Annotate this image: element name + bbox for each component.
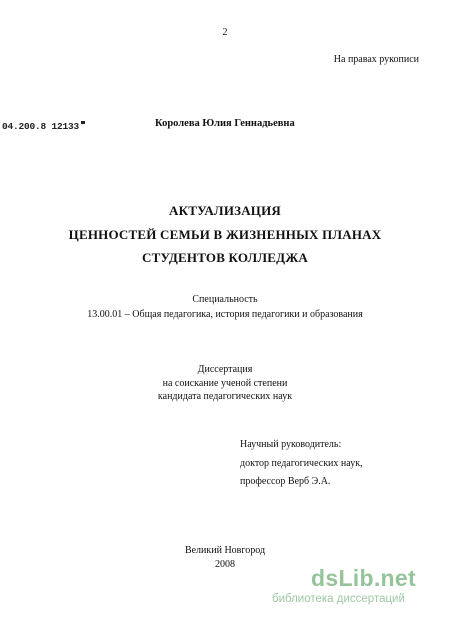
supervisor-heading: Научный руководитель: xyxy=(240,439,342,450)
title-line-2: ЦЕННОСТЕЙ СЕМЬИ В ЖИЗНЕННЫХ ПЛАНАХ xyxy=(68,227,382,242)
stamp-code: 04.200.8 12133 xyxy=(2,121,80,132)
watermark-logo[interactable]: dsLib.net xyxy=(311,565,416,591)
dissertation-degree-line-1: на соискание ученой степени xyxy=(162,378,288,389)
author-name: Королева Юлия Геннадьевна xyxy=(155,118,295,129)
title-line-3: СТУДЕНТОВ КОЛЛЕДЖА xyxy=(142,250,308,265)
stamp-mark xyxy=(81,121,85,124)
page-number: 2 xyxy=(222,27,228,38)
year: 2008 xyxy=(215,559,235,570)
library-stamp xyxy=(2,121,85,132)
place: Великий Новгород xyxy=(184,545,266,556)
specialty-text: 13.00.01 – Общая педагогика, история педагогики и образования xyxy=(87,309,363,320)
watermark-subtitle: библиотека диссертаций xyxy=(272,593,405,605)
dissertation-heading: Диссертация xyxy=(197,364,253,375)
rights-note: На правах рукописи xyxy=(333,54,419,65)
specialty-heading: Специальность xyxy=(192,294,258,305)
supervisor-name: профессор Верб Э.А. xyxy=(240,476,331,487)
dissertation-degree-line-2: кандидата педагогических наук xyxy=(157,391,293,402)
supervisor-degree: доктор педагогических наук, xyxy=(240,458,363,469)
title-line-1: АКТУАЛИЗАЦИЯ xyxy=(169,203,281,218)
